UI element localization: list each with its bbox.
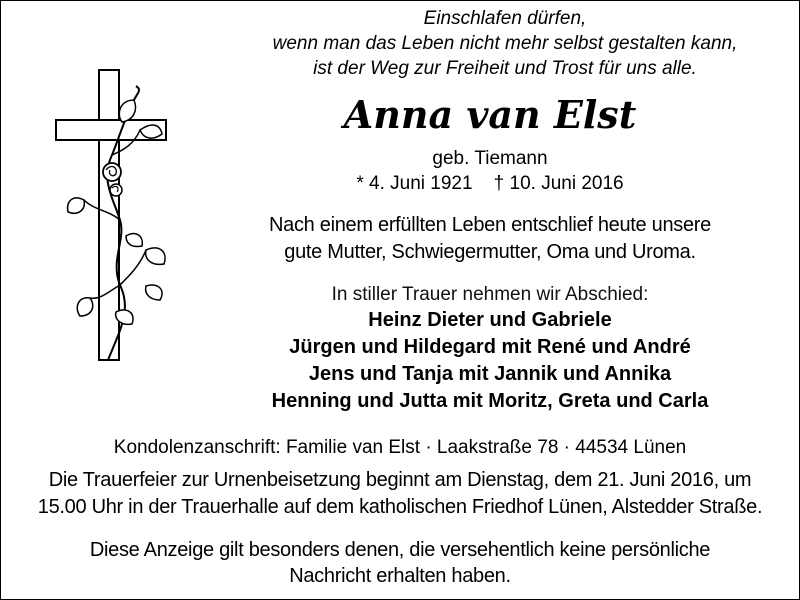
poem-line: Einschlafen dürfen, — [423, 8, 587, 29]
cross-with-rose-vine-icon — [50, 60, 180, 370]
message-line: Nach einem erfüllten Leben entschlief heute unsere — [269, 214, 711, 236]
family-member: Heinz Dieter und Gabriele — [368, 309, 612, 331]
notice-line: Nachricht erhalten haben. — [289, 565, 511, 587]
family-member: Jürgen und Hildegard mit René und André — [289, 336, 691, 358]
ceremony-line: 15.00 Uhr in der Trauerhalle auf dem katholischen Friedhof Lünen, Alstedder Straße. — [37, 496, 763, 518]
deceased-name: Anna van Elst — [343, 92, 637, 137]
maiden-name: geb. Tiemann — [432, 148, 548, 169]
farewell-intro: In stiller Trauer nehmen wir Abschied: — [331, 284, 649, 305]
condolence-address: Kondolenzanschrift: Familie van Elst · Laakstraße 78 · 44534 Lünen — [113, 437, 687, 458]
ceremony-line: Die Trauerfeier zur Urnenbeisetzung beginnt am Dienstag, dem 21. Juni 2016, um — [48, 469, 752, 491]
poem-line: ist der Weg zur Freiheit und Trost für uns alle. — [313, 58, 697, 79]
family-member: Henning und Jutta mit Moritz, Greta und Carla — [271, 390, 709, 412]
family-member: Jens und Tanja mit Jannik und Annika — [308, 363, 672, 385]
life-dates: * 4. Juni 1921 † 10. Juni 2016 — [356, 173, 624, 194]
notice-line: Diese Anzeige gilt besonders denen, die versehentlich keine persönliche — [89, 539, 711, 561]
message-line: gute Mutter, Schwiegermutter, Oma und Uroma. — [284, 241, 696, 263]
poem-line: wenn man das Leben nicht mehr selbst gestalten kann, — [272, 33, 738, 54]
